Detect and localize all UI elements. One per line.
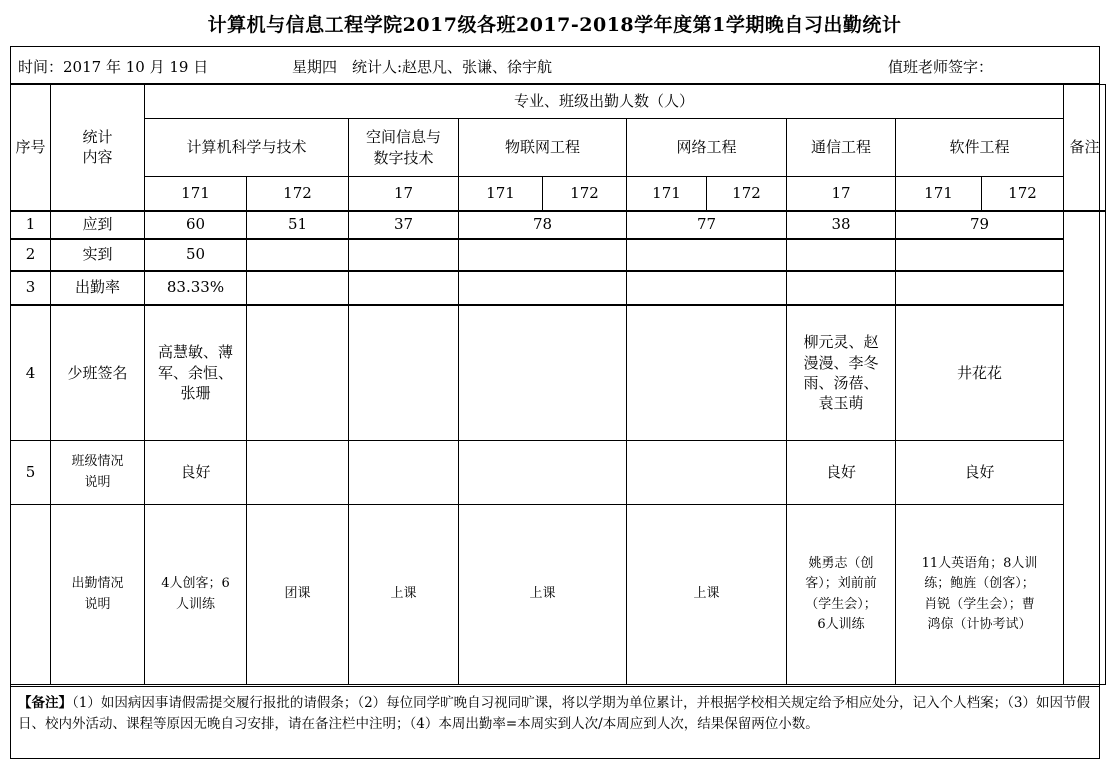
counters-text: 统计人:赵思凡、张谦、徐宇航	[352, 58, 553, 76]
row-label: 应到	[51, 211, 145, 239]
actual-software[interactable]	[896, 239, 1064, 271]
remarks-label: 【备注】	[18, 695, 72, 711]
status-iot[interactable]	[459, 441, 627, 505]
actual-spatial[interactable]	[349, 239, 459, 271]
row-label: 实到	[51, 239, 145, 271]
row-number: 5	[11, 441, 51, 505]
expected-comm: 38	[787, 211, 896, 239]
expected-spatial: 37	[349, 211, 459, 239]
expected-software: 79	[896, 211, 1064, 239]
header-group: 专业、班级出勤人数（人）	[145, 85, 1064, 119]
remarks-text: （1）如因病因事请假需提交履行报批的请假条；（2）每位同学旷晚自习视同旷课，将以学期为单位累计，并根据学校相关规定给予相应处分，记入个人档案；（3）如因节假日、校内外活动、课程等原因无晚自习安排，请在备注栏中注明；（4）本周出勤率=本周实到人次/本周应到人次，结果保留两位小数。	[18, 695, 1091, 732]
class-net-171: 171	[627, 177, 707, 211]
sign-comm: 柳元灵、赵 漫漫、李冬 雨、汤蓓、 袁玉萌	[787, 305, 896, 441]
actual-comm[interactable]	[787, 239, 896, 271]
expected-cs-171: 60	[145, 211, 247, 239]
note-network: 上课	[627, 505, 787, 685]
note-iot: 上课	[459, 505, 627, 685]
major-cs: 计算机科学与技术	[145, 119, 349, 177]
page-title: 计算机与信息工程学院2017级各班2017-2018学年度第1学期晚自习出勤统计	[207, 14, 902, 36]
sign-network[interactable]	[627, 305, 787, 441]
row-number: 1	[11, 211, 51, 239]
actual-iot[interactable]	[459, 239, 627, 271]
status-cs-172[interactable]	[247, 441, 349, 505]
row-label: 出勤情况 说明	[51, 505, 145, 685]
rate-network[interactable]	[627, 271, 787, 305]
header-seq: 序号	[11, 85, 51, 211]
class-net-172: 172	[707, 177, 787, 211]
status-network[interactable]	[627, 441, 787, 505]
note-cs-171: 4人创客；6 人训练	[145, 505, 247, 685]
class-cs-172: 172	[247, 177, 349, 211]
row-label: 出勤率	[51, 271, 145, 305]
sign-cs-172[interactable]	[247, 305, 349, 441]
rate-software[interactable]	[896, 271, 1064, 305]
status-spatial[interactable]	[349, 441, 459, 505]
row-number	[11, 505, 51, 685]
note-spatial: 上课	[349, 505, 459, 685]
actual-cs-172[interactable]	[247, 239, 349, 271]
major-comm: 通信工程	[787, 119, 896, 177]
class-cs-171: 171	[145, 177, 247, 211]
date-text: 时间：2017 年 10 月 19 日	[18, 58, 209, 76]
expected-iot: 78	[459, 211, 627, 239]
class-comm-17: 17	[787, 177, 896, 211]
rate-spatial[interactable]	[349, 271, 459, 305]
rate-cs-171: 83.33%	[145, 271, 247, 305]
actual-cs-171: 50	[145, 239, 247, 271]
sign-spatial[interactable]	[349, 305, 459, 441]
class-sw-172: 172	[982, 177, 1064, 211]
major-network: 网络工程	[627, 119, 787, 177]
note-cs-172: 团课	[247, 505, 349, 685]
header-remark: 备注	[1064, 85, 1106, 211]
note-comm: 姚勇志（创 客）；刘前前 （学生会）； 6人训练	[787, 505, 896, 685]
expected-network: 77	[627, 211, 787, 239]
sign-software: 井花花	[896, 305, 1064, 441]
actual-network[interactable]	[627, 239, 787, 271]
row-number: 2	[11, 239, 51, 271]
row-number: 3	[11, 271, 51, 305]
expected-cs-172: 51	[247, 211, 349, 239]
status-cs-171: 良好	[145, 441, 247, 505]
status-software: 良好	[896, 441, 1064, 505]
status-comm: 良好	[787, 441, 896, 505]
remarks-footer	[10, 686, 1100, 759]
major-software: 软件工程	[896, 119, 1064, 177]
info-bar	[10, 46, 1100, 84]
class-spatial-17: 17	[349, 177, 459, 211]
sign-iot[interactable]	[459, 305, 627, 441]
row-label: 少班签名	[51, 305, 145, 441]
class-iot-172: 172	[543, 177, 627, 211]
row-number: 4	[11, 305, 51, 441]
sign-cs-171: 高慧敏、薄 军、余恒、 张珊	[145, 305, 247, 441]
class-sw-171: 171	[896, 177, 982, 211]
teacher-sign-field[interactable]: 值班老师签字：	[888, 58, 994, 76]
class-iot-171: 171	[459, 177, 543, 211]
major-iot: 物联网工程	[459, 119, 627, 177]
major-spatial: 空间信息与 数字技术	[349, 119, 459, 177]
rate-cs-172[interactable]	[247, 271, 349, 305]
note-software: 11人英语角；8人训 练；鲍旌（创客）； 肖锐（学生会）；曹 鸿倞（计协考试）	[896, 505, 1064, 685]
rate-iot[interactable]	[459, 271, 627, 305]
attendance-table	[10, 84, 1106, 685]
row-label: 班级情况 说明	[51, 441, 145, 505]
weekday-text: 星期四	[292, 58, 338, 76]
header-item: 统计 内容	[51, 85, 145, 211]
rate-comm[interactable]	[787, 271, 896, 305]
remark-cell[interactable]	[1064, 211, 1106, 685]
